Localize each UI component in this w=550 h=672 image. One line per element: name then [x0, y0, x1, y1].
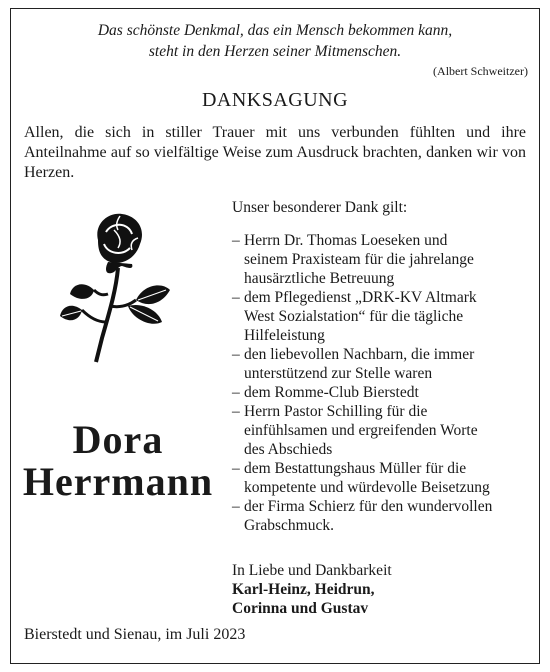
quote-line: steht in den Herzen seiner Mitmenschen.	[148, 43, 402, 60]
list-item: – dem Pflegedienst „DRK-KV Altmark West Sozialstation“ für die tägliche Hilfeleistung	[232, 288, 530, 345]
intro-text: Allen, die sich in stiller Trauer mit uns verbunden fühlten und ihre Anteilnahme auf so vielfältige Weise zum Ausdruck brachten, danken wir von Herzen.	[24, 124, 526, 181]
epigraph-quote	[20, 20, 530, 62]
deceased-first-name: Dora	[72, 417, 164, 462]
list-item: – Herrn Pastor Schilling für die einfühlsamen und ergreifenden Worte des Abschieds	[232, 402, 530, 459]
thanks-heading: Unser besonderer Dank gilt:	[232, 199, 408, 216]
signers: Corinna und Gustav	[232, 600, 369, 617]
list-item: – dem Romme-Club Bierstedt	[232, 383, 530, 402]
signers: Karl-Heinz, Heidrun,	[232, 581, 375, 598]
quote-line: Das schönste Denkmal, das ein Mensch bekommen kann,	[97, 22, 453, 39]
closing-block	[232, 561, 530, 618]
deceased-last-name: Herrmann	[22, 459, 214, 504]
quote-author: (Albert Schweitzer)	[433, 64, 528, 78]
thanks-list	[232, 231, 530, 535]
list-item: – Herrn Dr. Thomas Loeseken und seinem Praxisteam für die jahrelange hausärztliche Betreuung	[232, 231, 530, 288]
thanks-column	[232, 198, 530, 618]
list-item: – den liebevollen Nachbarn, die immer unterstützend zur Stelle waren	[232, 345, 530, 383]
place-date: Bierstedt und Sienau, im Juli 2023	[24, 626, 246, 643]
rose-icon	[58, 210, 178, 370]
list-item: – dem Bestattungshaus Müller für die kompetente und würdevolle Beisetzung	[232, 459, 530, 497]
closing-greeting: In Liebe und Dankbarkeit	[232, 562, 392, 579]
list-item: – der Firma Schierz für den wundervollen Grabschmuck.	[232, 497, 530, 535]
page-title: DANKSAGUNG	[201, 89, 349, 111]
